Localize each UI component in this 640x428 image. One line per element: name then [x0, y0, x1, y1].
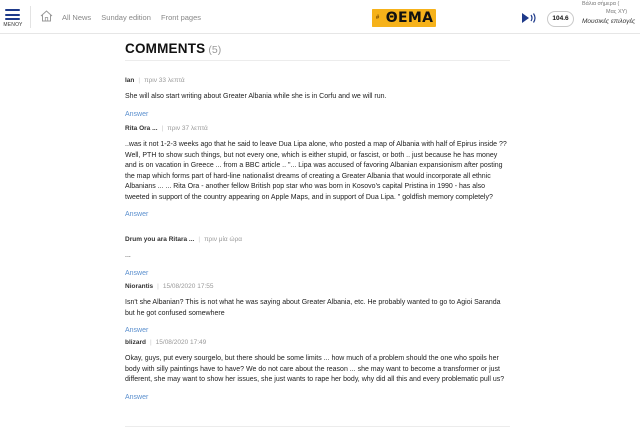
- radio-badge[interactable]: [547, 11, 574, 27]
- comments-bottom-divider: [125, 426, 510, 427]
- radio-frequency: 104.6: [552, 15, 569, 22]
- answer-link[interactable]: Answer: [125, 211, 149, 218]
- logo-hash: #: [372, 9, 383, 27]
- meta-separator: |: [198, 236, 201, 243]
- answer-link[interactable]: Answer: [125, 269, 149, 277]
- comment-meta: [125, 339, 510, 348]
- hamburger-icon: [5, 9, 20, 20]
- answer-link[interactable]: Answer: [125, 327, 149, 334]
- comment-author: blizard: [125, 339, 146, 346]
- comment-author: Drum you ara Ritara ...: [125, 236, 195, 243]
- comment-author: Rita Ora ...: [125, 125, 158, 132]
- site-logo[interactable]: [372, 9, 436, 27]
- radio-now-playing: Μουσικές επιλογές: [582, 18, 636, 25]
- nav-front-pages[interactable]: Front pages: [161, 13, 202, 22]
- comment-time: 15/08/2020 17:55: [162, 283, 214, 290]
- comment-item: [125, 77, 510, 121]
- comment-meta: [125, 236, 510, 245]
- comment-time: πριν μία ώρα: [204, 236, 243, 243]
- header-divider: [30, 6, 31, 28]
- meta-separator: |: [161, 125, 164, 132]
- comment-text: ..was it not 1-2-3 weeks ago that he said to leave Dua Lipa alone, who posted a map of Albania with half of Epirus inside ?? Well, PTH to show such things, but not every one, which is either stupid, or fascist, or both .. just because he has money and is on vacation in Greece ... from a BBC article .. "... Lipa was accused of favoring Albanian expansionism after posting the map which forms part of hard-line nationalist dreams of creating a Greater Albania that would incorporate all ethnic Albanians ... ... Rita Ora - another fellow British pop star who was born in Kosovo's capital Pristina in 1990 - has also tweeted in support of the country appearing on Apple Maps, and in support of Dua Lipa. " goldfish memory completely?: [125, 141, 507, 201]
- radio-show-subtitle: Μας XY): [606, 9, 628, 15]
- comment-meta: [125, 125, 510, 134]
- comment-author: Niorantis: [125, 283, 154, 290]
- comment-text: She will also start writing about Greater Albania while she is in Corfu and we will run.: [125, 93, 387, 100]
- comment-text: Okay, guys, put every sourgelo, but there should be some limits ... how much of a problem should the one who spoils her body with silly paintings have to have? We do not care about the reason ... she may want to become a transformer or just different, she may want to show her issues, she just wants to rape her body, why did all this and every problematic pull us?: [125, 355, 505, 383]
- meta-separator: |: [149, 339, 152, 346]
- nav-sunday-edition[interactable]: Sunday edition: [101, 13, 151, 22]
- answer-link[interactable]: Answer: [125, 110, 149, 118]
- radio-play-icon[interactable]: [521, 11, 537, 25]
- comments-header: [125, 40, 221, 58]
- comment-time: 15/08/2020 17:49: [155, 339, 207, 346]
- comment-time: πριν 37 λεπτά: [167, 125, 208, 132]
- top-bar: [0, 0, 640, 34]
- comment-text: ...: [125, 252, 131, 259]
- comments-title: COMMENTS: [125, 41, 206, 56]
- home-icon[interactable]: [40, 10, 53, 22]
- top-nav: [62, 13, 209, 22]
- comment-meta: [125, 77, 510, 86]
- menu-label: ΜΕΝΟΥ: [3, 22, 23, 28]
- nav-all-news[interactable]: All News: [62, 13, 92, 22]
- comment-item: [125, 339, 510, 404]
- radio-show-title: Βάλια σήμερα (: [582, 1, 620, 7]
- logo-word: ΘΕΜΑ: [385, 10, 434, 26]
- comment-author: Ian: [125, 77, 135, 84]
- comment-item: [125, 283, 510, 337]
- comments-count: (5): [208, 44, 222, 56]
- comment-text: Isn't she Albanian? This is not what he was saying about Greater Albania, etc. He probably wanted to go to Agioi Saranda but he got confused somewhere: [125, 299, 501, 317]
- comment-meta: [125, 283, 510, 292]
- comment-item: [125, 236, 510, 280]
- menu-button[interactable]: [0, 0, 26, 34]
- meta-separator: |: [157, 283, 159, 290]
- meta-separator: |: [138, 77, 141, 84]
- answer-link[interactable]: Answer: [125, 393, 149, 401]
- comment-time: πριν 33 λεπτά: [144, 77, 185, 84]
- comments-divider: [125, 60, 510, 61]
- comment-item: [125, 125, 510, 221]
